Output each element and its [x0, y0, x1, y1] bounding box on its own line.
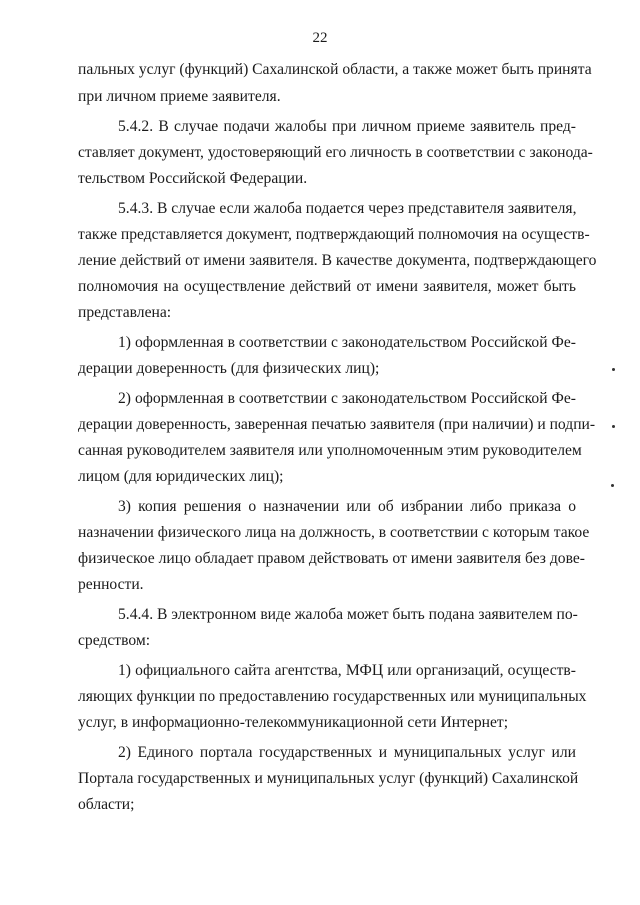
text-line: ренности.: [78, 576, 144, 593]
text-line: 2) Единого портала государственных и муниципальных услуг или: [118, 744, 576, 761]
text-line: Портала государственных и муниципальных услуг (функций) Сахалинской: [78, 770, 579, 787]
text-line: тельством Российской Федерации.: [78, 170, 308, 187]
text-line: дерации доверенность, заверенная печатью заявителя (при наличии) и подпи-: [78, 416, 596, 433]
text-line: пальных услуг (функций) Сахалинской области, а также может быть принята: [78, 61, 592, 78]
text-line: лицом (для юридических лиц);: [78, 468, 284, 485]
text-line: услуг, в информационно-телекоммуникационной сети Интернет;: [78, 714, 509, 731]
text-line: физическое лицо обладает правом действовать от имени заявителя без дове-: [78, 550, 585, 567]
text-line: средством:: [78, 632, 151, 649]
text-line: назначении физического лица на должность, в соответствии с которым такое: [78, 524, 590, 541]
text-line: 1) оформленная в соответствии с законодательством Российской Фе-: [118, 334, 576, 351]
text-line: 5.4.4. В электронном виде жалоба может быть подана заявителем по-: [118, 606, 578, 623]
text-line: представлена:: [78, 304, 172, 321]
text-line: при личном приеме заявителя.: [78, 88, 281, 105]
scan-speck: [611, 484, 614, 487]
page-number: 22: [312, 30, 328, 46]
text-line: 5.4.3. В случае если жалоба подается через представителя заявителя,: [118, 200, 577, 217]
text-line: дерации доверенность (для физических лиц);: [78, 360, 380, 377]
text-line: 3) копия решения о назначении или об избрании либо приказа о: [118, 498, 576, 515]
text-line: 5.4.2. В случае подачи жалобы при личном приеме заявитель пред-: [118, 118, 576, 135]
scan-speck: [612, 368, 615, 371]
text-line: области;: [78, 796, 135, 813]
text-line: 1) официального сайта агентства, МФЦ или организаций, осуществ-: [118, 662, 576, 679]
text-line: ление действий от имени заявителя. В качестве документа, подтверждающего: [78, 252, 597, 269]
scan-speck: [612, 425, 615, 428]
text-line: ляющих функции по предоставлению государственных или муниципальных: [78, 688, 587, 705]
text-line: ставляет документ, удостоверяющий его личность в соответствии с законода-: [78, 144, 593, 161]
text-line: также представляется документ, подтверждающий полномочия на осуществ-: [78, 226, 590, 243]
text-line: санная руководителем заявителя или уполномоченным этим руководителем: [78, 442, 582, 459]
text-line: 2) оформленная в соответствии с законодательством Российской Фе-: [118, 390, 576, 407]
text-line: полномочия на осуществление действий от имени заявителя, может быть: [78, 278, 576, 295]
